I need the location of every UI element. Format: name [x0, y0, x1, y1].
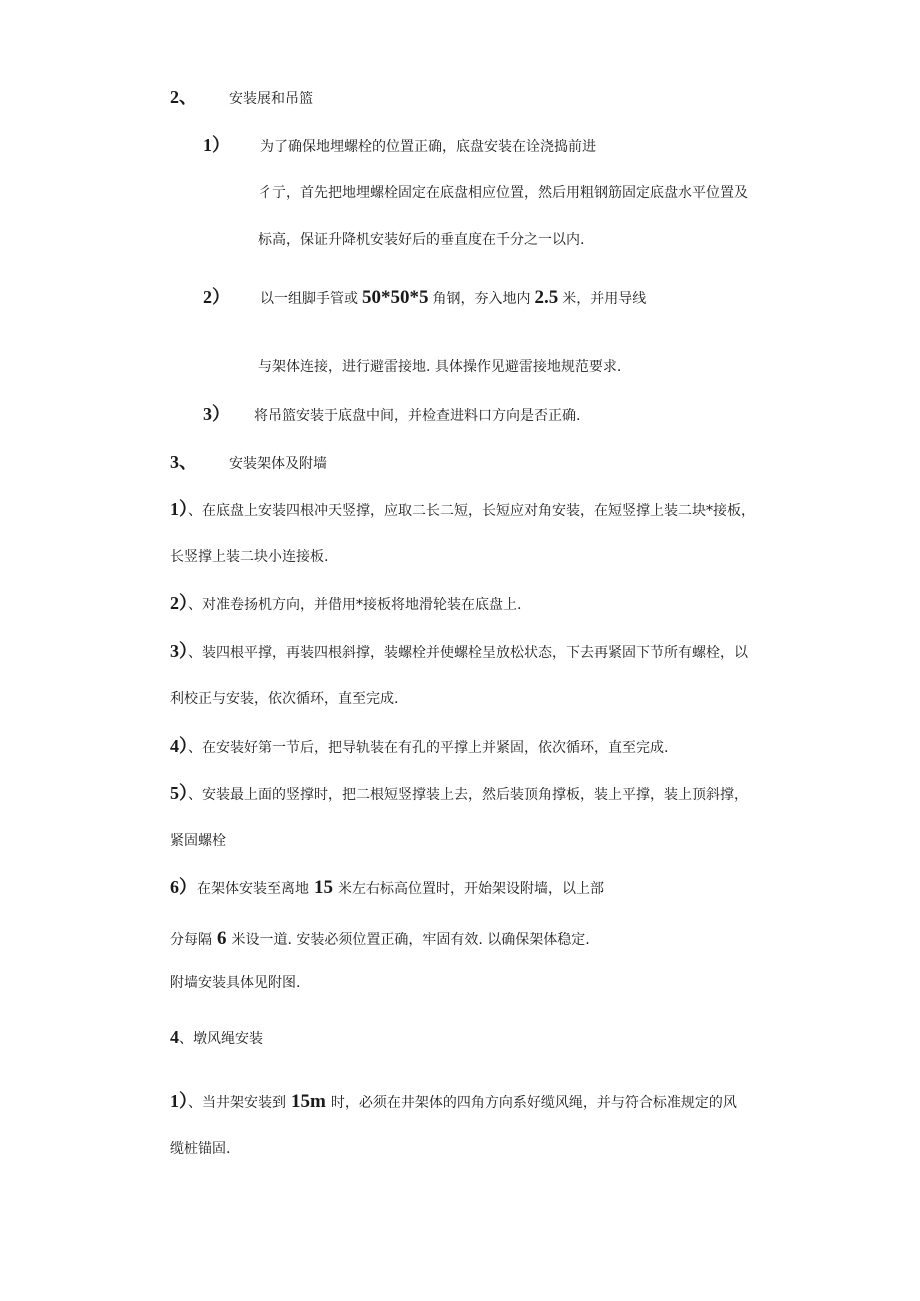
item-text: 、装四根平撑，再装四根斜撑，装螺栓并使螺栓呈放松状态，下去再紧固下节所有螺栓，以	[188, 645, 748, 661]
s2-item-1	[203, 135, 596, 157]
s2-item-3	[203, 404, 580, 426]
item-text: 米设一道. 安装必须位置正确，牢固有效. 以确保架体稳定.	[231, 932, 590, 948]
item-number: 1）	[170, 499, 188, 519]
item-text: 时，必须在井架体的四角方向系好缆风绳，并与符合标准规定的风	[330, 1095, 737, 1111]
s3-para-6	[170, 877, 604, 899]
s2-item-2-line-2: 与架体连接，进行避雷接地. 具体操作见避雷接地规范要求.	[258, 359, 622, 375]
s3-para-1	[170, 499, 755, 521]
item-text: 在架体安装至离地	[197, 881, 309, 897]
item-number: 1）	[170, 1091, 188, 1111]
s3-para-3	[170, 641, 748, 663]
s2-item-1-line-2: 彳亍，首先把地埋螺栓固定在底盘相应位置，然后用粗钢筋固定底盘水平位置及	[258, 185, 748, 201]
s4-para-1	[170, 1091, 737, 1113]
item-text: 米左右标高位置时，开始架设附墙，以上部	[338, 881, 604, 897]
steel-size: 50*50*5	[362, 287, 429, 308]
section-number: 2、	[170, 87, 197, 107]
section-3-heading	[170, 452, 327, 474]
item-text: 分每隔	[170, 932, 212, 948]
section-number: 4	[170, 1027, 179, 1047]
item-text: 、对准卷扬机方向，并借用*接板将地滑轮装在底盘上.	[188, 597, 522, 613]
s3-para-2	[170, 593, 521, 615]
s4-para-1-line-2: 缆桩锚固.	[170, 1141, 231, 1157]
section-title: 安装展和吊篮	[229, 91, 313, 107]
item-text: 、在安装好第一节后，把导轨装在有孔的平撑上并紧固，依次循环，直至完成.	[188, 740, 669, 756]
s3-para-4	[170, 736, 668, 758]
depth-value: 2.5	[534, 287, 559, 308]
item-number: 6）	[170, 877, 197, 897]
section-2-heading	[170, 87, 313, 109]
item-number: 1）	[203, 135, 230, 155]
item-text: 角钢，夯入地内	[432, 291, 531, 307]
height-value: 15	[314, 877, 333, 898]
item-number: 3）	[203, 404, 230, 424]
section-4-heading	[170, 1027, 263, 1049]
s2-item-1-line-3: 标高，保证升降机安装好后的垂直度在千分之一以内.	[258, 232, 585, 248]
item-number: 3）	[170, 641, 188, 661]
section-title: 安装架体及附墙	[229, 456, 327, 472]
item-text: 为了确保地埋螺栓的位置正确，底盘安装在诠浇捣前进	[260, 139, 596, 155]
item-number: 4）	[170, 736, 188, 756]
item-text: 以一组脚手管或	[260, 291, 358, 307]
height-value: 15m	[291, 1091, 326, 1112]
item-number: 5）	[170, 783, 188, 803]
s3-para-5-line-2: 紧固螺栓	[170, 833, 226, 849]
s3-para-1-line-2: 长竖撑上装二块小连接板.	[170, 549, 329, 565]
item-text: 、在底盘上安装四根冲天竖撑，应取二长二短，长短应对角安装，在短竖撑上装二块*接板，	[188, 503, 755, 519]
item-text: 、安装最上面的竖撑时，把二根短竖撑装上去，然后装顶角撑板，装上平撑，装上顶斜撑，	[188, 787, 748, 803]
section-number: 3、	[170, 452, 197, 472]
s3-para-6-line-2	[170, 929, 590, 950]
s3-para-6-line-3: 附墙安装具体见附图.	[170, 975, 301, 991]
s3-para-3-line-2: 利校正与安装，依次循环，直至完成.	[170, 691, 399, 707]
interval-value: 6	[217, 928, 227, 949]
s2-item-2	[203, 287, 646, 309]
section-title: 、墩风绳安装	[179, 1031, 263, 1047]
item-text: 将吊篮安装于底盘中间，并检查进料口方向是否正确.	[254, 408, 581, 424]
item-text: 米，并用导线	[562, 291, 647, 307]
item-number: 2）	[203, 287, 230, 307]
item-text: 、当井架安装到	[188, 1095, 286, 1111]
item-number: 2）	[170, 593, 188, 613]
s3-para-5	[170, 783, 748, 805]
